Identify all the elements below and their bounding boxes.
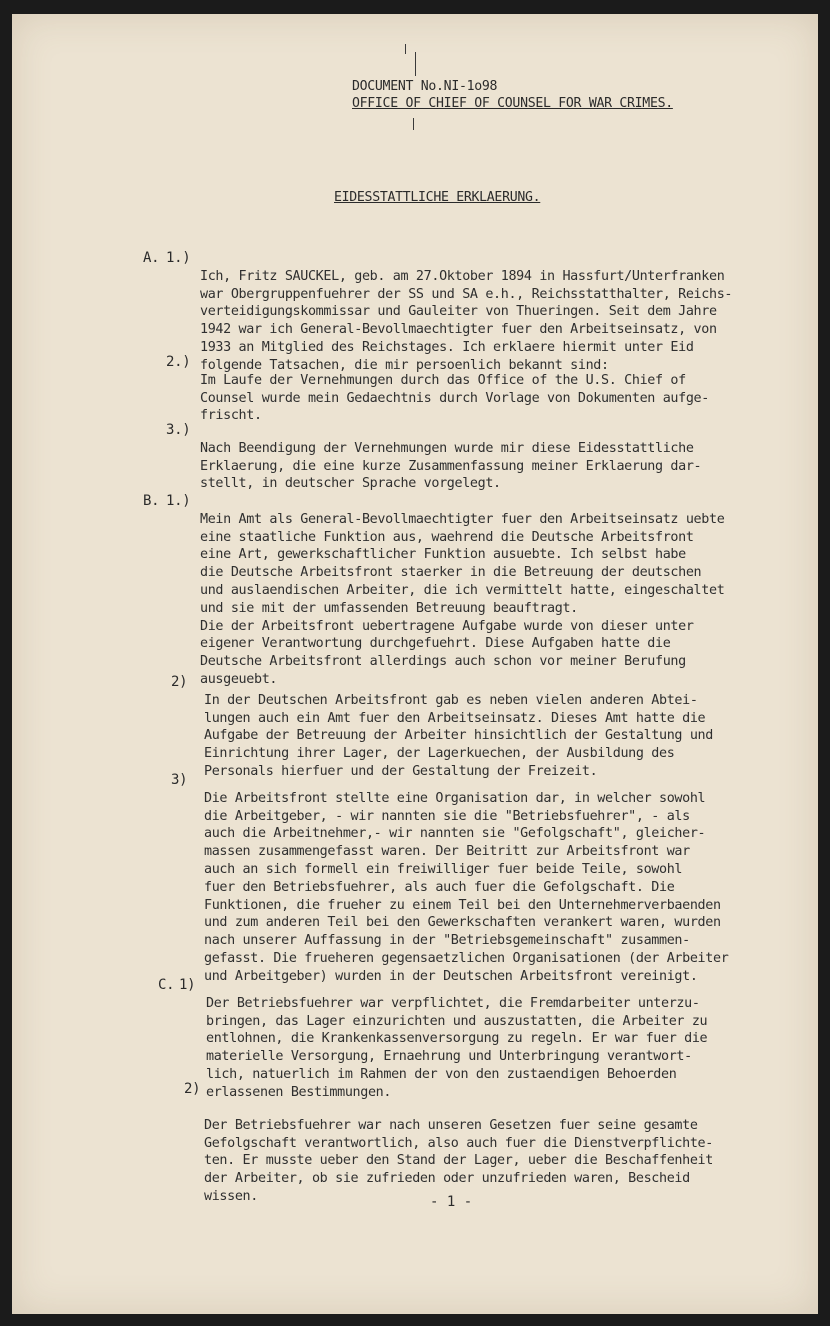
text-line: die Arbeitgeber, - wir nannten sie die "Betriebsfuehrer", - als [204,808,690,824]
item-number: 1.) [166,493,191,509]
item-number: 3.) [166,422,191,438]
text-line: materielle Versorgung, Ernaehrung und Unterbringung verantwort- [206,1049,692,1065]
text-line: die Deutsche Arbeitsfront staerker in die Betreuung der deutschen [200,565,702,581]
text-line: frischt. [200,408,262,424]
paragraph-c2 [204,1099,713,1206]
text-line: 1933 an Mitglied des Reichstages. Ich erklaere hiermit unter Eid [200,339,694,355]
text-line: der Arbeiter, ob sie zufrieden oder unzufrieden waren, Bescheid [204,1171,690,1187]
text-line: 1942 war ich General-Bevollmaechtigter fuer den Arbeitseinsatz, von [200,322,717,338]
paragraph-b3 [204,772,728,986]
text-line: und zum anderen Teil bei den Gewerkschaften verankert waren, wurden [204,915,721,931]
text-line: Ich, Fritz SAUCKEL, geb. am 27.Oktober 1894 in Hassfurt/Unterfranken [200,268,725,284]
text-line: Der Betriebsfuehrer war nach unseren Gesetzen fuer seine gesamte [204,1117,698,1133]
text-line: und sie mit der umfassenden Betreuung beauftragt. [200,600,578,616]
text-line: Personals hierfuer und der Gestaltung der Freizeit. [204,763,598,779]
text-line: Counsel wurde mein Gedaechtnis durch Vorlage von Dokumenten aufge- [200,390,709,406]
binder-mark [415,52,416,76]
text-line: Im Laufe der Vernehmungen durch das Office of the U.S. Chief of [200,372,686,388]
text-line: eine Art, gewerkschaftlicher Funktion ausuebte. Ich selbst habe [200,547,686,563]
text-line: gefasst. Die frueheren gegensaetzlichen Organisationen (der Arbeiter [204,950,729,966]
document-title: EIDESSTATTLICHE ERKLAERUNG. [334,190,541,205]
text-line: nach unserer Auffassung in der "Betriebsgemeinschaft" zusammen- [204,933,690,949]
paragraph-a3 [200,422,701,493]
item-number: 2.) [166,354,191,370]
text-line: Die Arbeitsfront stellte eine Organisation dar, in welcher sowohl [204,790,706,806]
binder-mark [413,118,414,130]
text-line: wissen. [204,1188,258,1204]
text-line: Aufgabe der Betreuung der Arbeiter hinsichtlich der Gestaltung und [204,728,713,744]
paragraph-b1 [200,493,724,689]
text-line: entlohnen, die Krankenkassenversorgung zu regeln. Er war fuer die [206,1031,708,1047]
text-line: massen zusammengefasst waren. Der Beitritt zur Arbeitsfront war [204,844,690,860]
text-line: bringen, das Lager einzurichten und auszustatten, die Arbeiter zu [206,1013,708,1029]
item-number: 1) [179,977,196,993]
text-line: und Arbeitgeber) wurden in der Deutschen Arbeitsfront vereinigt. [204,968,698,984]
page-number: - 1 - [430,1194,473,1210]
section-label-c: C. [158,977,175,993]
text-line: Der Betriebsfuehrer war verpflichtet, die Fremdarbeiter unterzu- [206,995,700,1011]
item-number: 3) [171,772,188,788]
office-heading: OFFICE OF CHIEF OF COUNSEL FOR WAR CRIMES. [352,96,673,111]
item-number: 2) [184,1081,201,1097]
text-line: erlassenen Bestimmungen. [206,1084,392,1100]
section-label-a: A. [143,250,160,266]
document-page [12,14,818,1314]
paragraph-a2 [200,354,709,425]
text-line: Gefolgschaft verantwortlich, also auch fuer die Dienstverpflichte- [204,1135,713,1151]
section-label-b: B. [143,493,160,509]
text-line: Mein Amt als General-Bevollmaechtigter fuer den Arbeitseinsatz uebte [200,511,725,527]
document-number: DOCUMENT No.NI-1o98 [352,79,498,94]
item-number: 1.) [166,250,191,266]
text-line: Einrichtung ihrer Lager, der Lagerkuechen, der Ausbildung des [204,746,675,762]
binder-mark [405,44,406,54]
text-line: und auslaendischen Arbeiter, die ich vermittelt hatte, eingeschaltet [200,582,725,598]
text-line: stellt, in deutscher Sprache vorgelegt. [200,476,501,492]
text-line: eigener Verantwortung durchgefuehrt. Diese Aufgaben hatte die [200,636,671,652]
text-line: Die der Arbeitsfront uebertragene Aufgabe wurde von dieser unter [200,618,694,634]
text-line: Funktionen, die frueher zu einem Teil bei den Unternehmerverbaenden [204,897,721,913]
text-line: lungen auch ein Amt fuer den Arbeitseinsatz. Dieses Amt hatte die [204,710,706,726]
text-line: In der Deutschen Arbeitsfront gab es neben vielen anderen Abtei- [204,692,698,708]
text-line: Erklaerung, die eine kurze Zusammenfassung meiner Erklaerung dar- [200,458,702,474]
text-line: auch die Arbeitnehmer,- wir nannten sie "Gefolgschaft", gleicher- [204,826,706,842]
paragraph-c1 [206,977,707,1102]
item-number: 2) [171,674,188,690]
text-line: Nach Beendigung der Vernehmungen wurde mir diese Eidesstattliche [200,440,694,456]
text-line: verteidigungskommissar und Gauleiter von Thueringen. Seit dem Jahre [200,304,717,320]
text-line: auch an sich formell ein freiwilliger fuer beide Teile, sowohl [204,861,683,877]
text-line: fuer den Betriebsfuehrer, als auch fuer die Gefolgschaft. Die [204,879,675,895]
text-line: eine staatliche Funktion aus, waehrend die Deutsche Arbeitsfront [200,529,694,545]
text-line: folgende Tatsachen, die mir persoenlich bekannt sind: [200,357,609,373]
text-line: lich, natuerlich im Rahmen der von den zustaendigen Behoerden [206,1066,677,1082]
text-line: ausgeuebt. [200,671,278,687]
text-line: war Obergruppenfuehrer der SS und SA e.h., Reichsstatthalter, Reichs- [200,286,733,302]
paragraph-b2 [204,674,713,781]
text-line: Deutsche Arbeitsfront allerdings auch schon vor meiner Berufung [200,654,686,670]
text-line: ten. Er musste ueber den Stand der Lager, ueber die Beschaffenheit [204,1153,713,1169]
